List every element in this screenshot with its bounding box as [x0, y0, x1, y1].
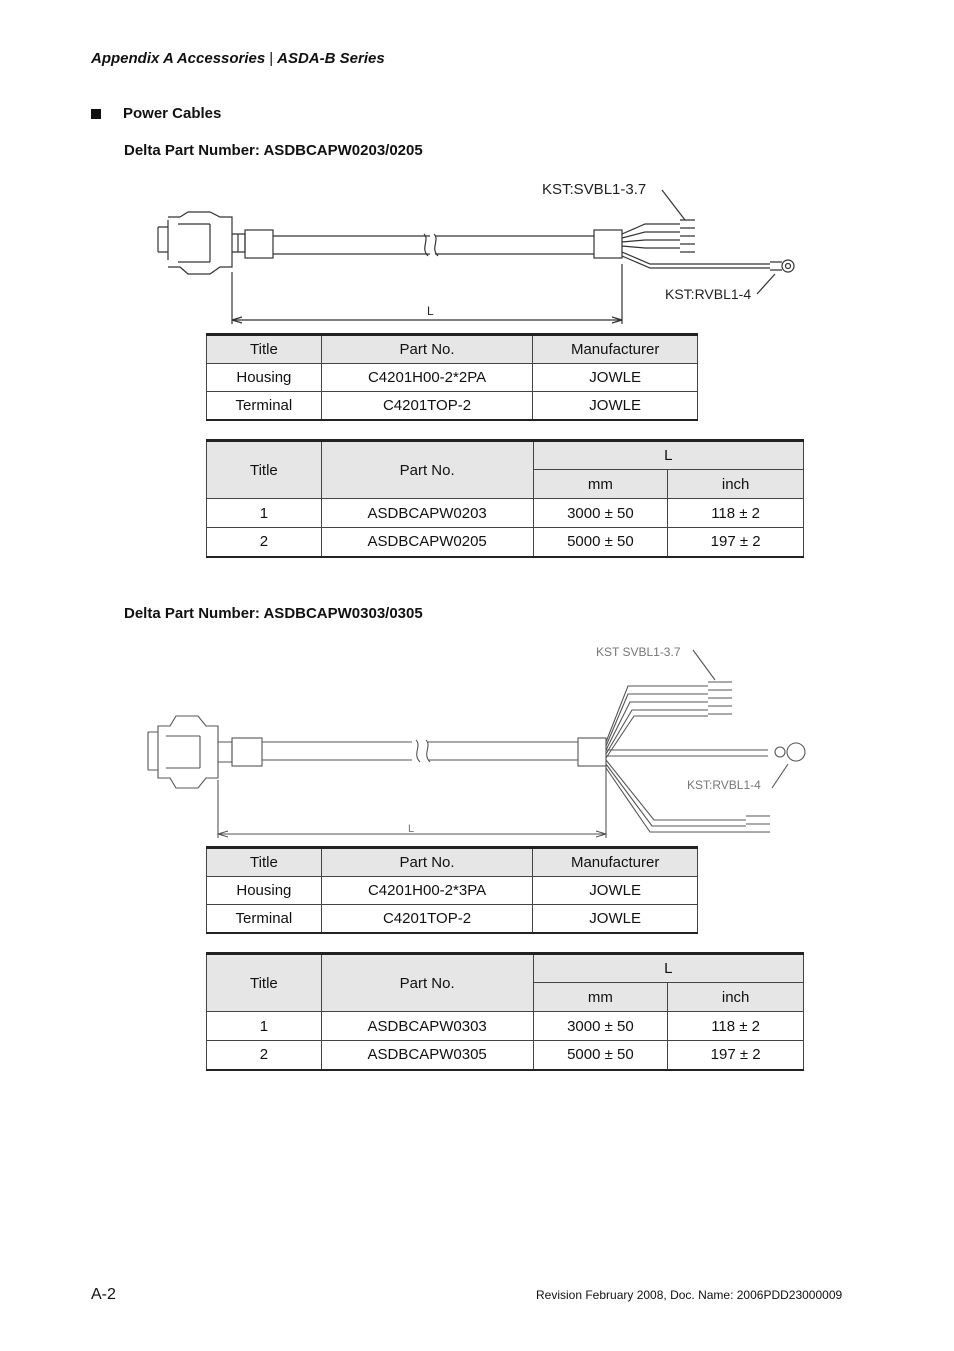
table-cell: ASDBCAPW0305: [321, 1041, 533, 1070]
table-cell: Terminal: [207, 905, 322, 933]
header-cell: inch: [668, 470, 804, 499]
header-cell: mm: [533, 470, 668, 499]
table-header-row: [207, 954, 804, 983]
table-cell: JOWLE: [533, 877, 698, 905]
header-cell: Title: [207, 441, 322, 499]
table-cell: ASDBCAPW0205: [321, 528, 533, 557]
table-row: [207, 877, 698, 905]
section-heading: [91, 105, 221, 122]
block1-label-bottom: KST:RVBL1-4: [665, 286, 752, 302]
table-cell: Housing: [207, 364, 322, 392]
table-cell: 2: [207, 528, 322, 557]
block2-cable-diagram: [140, 640, 820, 840]
header-cell: Part No.: [321, 848, 533, 877]
header-cell: L: [533, 954, 803, 983]
header-cell: L: [533, 441, 803, 470]
table-cell: 1: [207, 499, 322, 528]
header-cell: Part No.: [321, 335, 533, 364]
table-cell: 5000 ± 50: [533, 528, 668, 557]
table-row: [207, 392, 698, 420]
table-cell: C4201H00-2*2PA: [321, 364, 533, 392]
header-cell: Title: [207, 954, 322, 1012]
header-cell: inch: [668, 983, 804, 1012]
header-separator: |: [269, 50, 274, 67]
block2-dim-label: L: [408, 823, 415, 835]
table-row: [207, 1041, 804, 1070]
block1-dim-label: L: [427, 304, 434, 318]
table-cell: ASDBCAPW0203: [321, 499, 533, 528]
header-cell: Part No.: [321, 954, 533, 1012]
table-row: [207, 499, 804, 528]
table-cell: 197 ± 2: [668, 1041, 804, 1070]
page-header: [91, 50, 385, 67]
table-header-row: [207, 335, 698, 364]
table-cell: 197 ± 2: [668, 528, 804, 557]
table-cell: 5000 ± 50: [533, 1041, 668, 1070]
block2-subtitle: Delta Part Number: ASDBCAPW0303/0305: [124, 605, 423, 622]
header-cell: mm: [533, 983, 668, 1012]
table-cell: C4201TOP-2: [321, 905, 533, 933]
table-cell: JOWLE: [533, 364, 698, 392]
block1-label-top: KST:SVBL1-3.7: [542, 181, 647, 198]
block1-parts-table: [206, 333, 698, 421]
table-row: [207, 528, 804, 557]
block2-label-bottom: KST:RVBL1-4: [687, 778, 761, 792]
table-cell: C4201H00-2*3PA: [321, 877, 533, 905]
table-cell: JOWLE: [533, 392, 698, 420]
section-title: Power Cables: [123, 105, 222, 122]
table-cell: JOWLE: [533, 905, 698, 933]
header-cell: Part No.: [321, 441, 533, 499]
table-row: [207, 1012, 804, 1041]
table-cell: Terminal: [207, 392, 322, 420]
square-bullet-icon: [91, 109, 101, 119]
block2-label-top: KST SVBL1-3.7: [596, 645, 681, 659]
table-cell: 2: [207, 1041, 322, 1070]
header-cell: Manufacturer: [533, 848, 698, 877]
block1-cable-diagram: [150, 172, 820, 327]
table-cell: 118 ± 2: [668, 499, 804, 528]
block1-subtitle: Delta Part Number: ASDBCAPW0203/0205: [124, 142, 423, 159]
table-cell: C4201TOP-2: [321, 392, 533, 420]
table-cell: 1: [207, 1012, 322, 1041]
header-cell: Title: [207, 335, 322, 364]
table-row: [207, 905, 698, 933]
revision-note: Revision February 2008, Doc. Name: 2006PDD23000009: [536, 1288, 843, 1302]
table-cell: ASDBCAPW0303: [321, 1012, 533, 1041]
table-row: [207, 364, 698, 392]
table-cell: Housing: [207, 877, 322, 905]
block1-length-table: [206, 439, 804, 558]
header-cell: Title: [207, 848, 322, 877]
table-header-row: [207, 441, 804, 470]
block2-length-table: [206, 952, 804, 1071]
header-right: ASDA-B Series: [277, 50, 385, 67]
block2-parts-table: [206, 846, 698, 934]
table-cell: 118 ± 2: [668, 1012, 804, 1041]
page-number: A-2: [91, 1286, 116, 1303]
header-cell: Manufacturer: [533, 335, 698, 364]
table-header-row: [207, 848, 698, 877]
table-cell: 3000 ± 50: [533, 1012, 668, 1041]
header-left: Appendix A Accessories: [91, 50, 266, 67]
table-cell: 3000 ± 50: [533, 499, 668, 528]
